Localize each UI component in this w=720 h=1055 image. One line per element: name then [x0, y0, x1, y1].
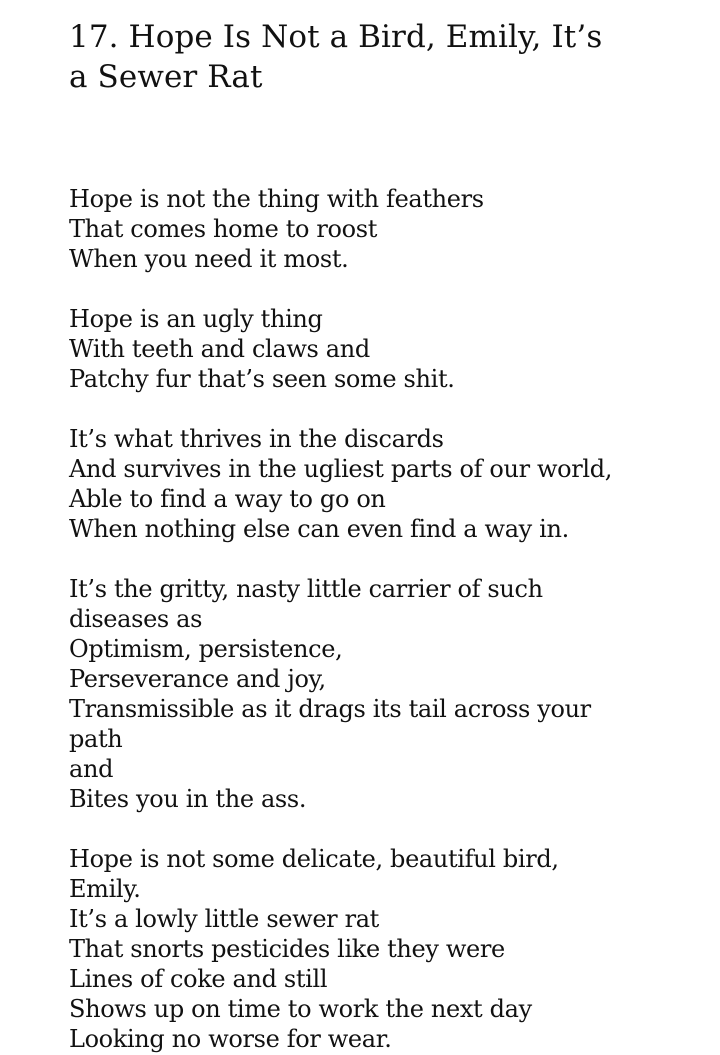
poem-line: Transmissible as it drags its tail across your [69, 694, 591, 723]
poem-line: and [69, 754, 114, 783]
poem-line: That comes home to roost [69, 214, 377, 243]
poem-body [69, 184, 700, 1054]
poem-line: Perseverance and joy, [69, 664, 326, 693]
poem-line: Patchy fur that’s seen some shit. [69, 364, 455, 393]
poem-line: Hope is not the thing with feathers [69, 184, 484, 213]
stanza-3 [69, 424, 700, 544]
title-line: 17. Hope Is Not a Bird, Emily, It’s [69, 19, 603, 55]
poem-line: Able to find a way to go on [69, 484, 386, 513]
poem-line: Shows up on time to work the next day [69, 994, 532, 1023]
poem-line: It’s what thrives in the discards [69, 424, 444, 453]
title-line: a Sewer Rat [69, 58, 263, 95]
poem-line: Hope is an ugly thing [69, 304, 323, 333]
poem-line: Optimism, persistence, [69, 634, 343, 663]
poem-line: When nothing else can even find a way in. [69, 514, 569, 543]
poem-line: It’s the gritty, nasty little carrier of such [69, 574, 543, 603]
poem-line: It’s a lowly little sewer rat [69, 904, 379, 933]
stanza-5 [69, 844, 700, 1054]
poem-line: Bites you in the ass. [69, 784, 307, 813]
poem-line: When you need it most. [69, 244, 349, 273]
poem-line: And survives in the ugliest parts of our world, [69, 454, 613, 483]
poem-title [69, 18, 679, 98]
poem-line: With teeth and claws and [69, 334, 370, 363]
stanza-4 [69, 574, 700, 814]
poem-line: Emily. [69, 874, 141, 903]
poem-line: path [69, 724, 123, 753]
stanza-1 [69, 184, 700, 274]
poem-line: Lines of coke and still [69, 964, 328, 993]
poem-line: That snorts pesticides like they were [69, 934, 505, 963]
poem-line: Hope is not some delicate, beautiful bird, [69, 844, 559, 873]
poem-line: Looking no worse for wear. [69, 1024, 392, 1053]
stanza-2 [69, 304, 700, 394]
poem-line: diseases as [69, 604, 203, 633]
